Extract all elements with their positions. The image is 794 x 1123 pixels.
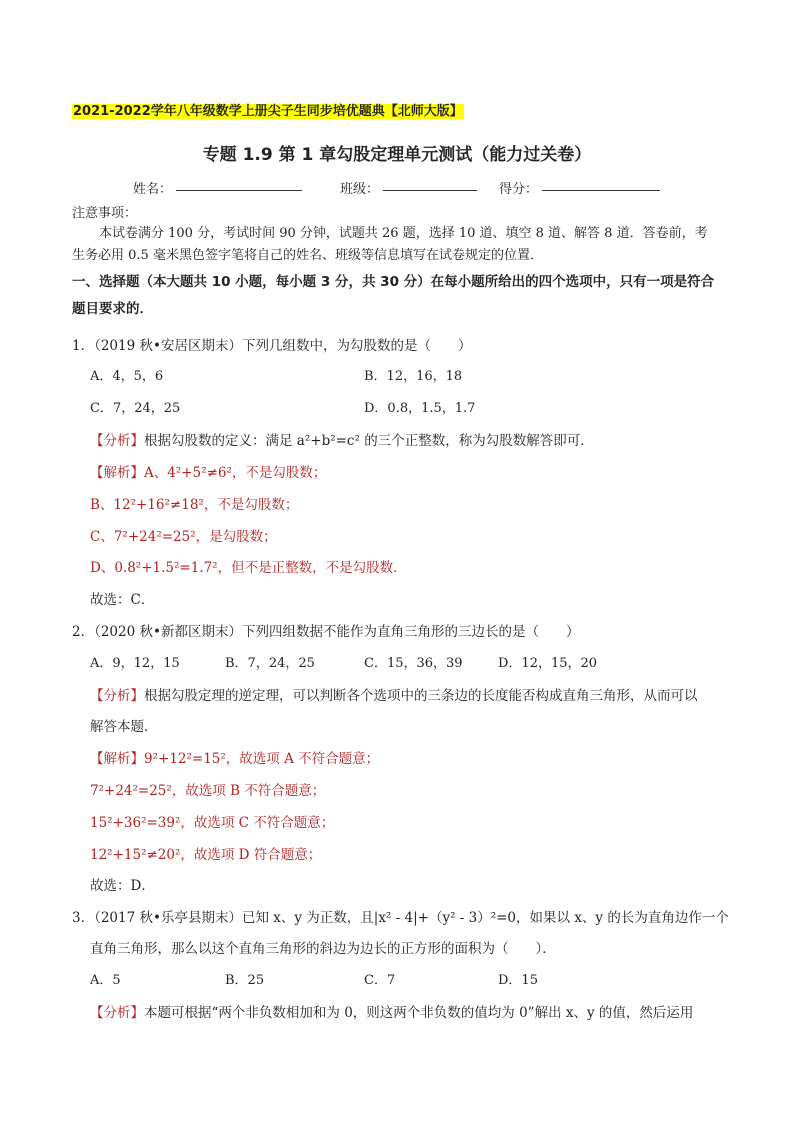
q1-option-c: C．7，24，25 [90,401,181,416]
q2-analysis-line-1 [90,687,698,705]
notes-line-1: 本试卷满分 100 分，考试时间 90 分钟，试题共 26 题，选择 10 道、填空 8 道、解答 8 道．答卷前，考 [99,226,708,241]
q2-solution-a [90,750,379,768]
q3-analysis-text: 本题可根据“两个非负数相加和为 0，则这两个非负数的值均为 0”解出 x、y 的值，然后运用 [144,1005,694,1021]
q3-stem-line-2: 直角三角形，那么以这个直角三角形的斜边为边长的正方形的面积为（ ）． [90,941,556,957]
q2-stem: 2．（2020 秋•新都区期末）下列四组数据不能作为直角三角形的三边长的是（ ） [72,624,580,640]
score-field[interactable] [542,190,660,191]
q1-option-a: A．4，5，6 [90,369,164,384]
analysis-tag: 【分析】 [90,688,144,704]
analysis-tag: 【分析】 [90,1005,144,1021]
q1-analysis [90,432,594,450]
q3-option-d: D．15 [498,973,538,988]
name-field[interactable] [176,190,302,191]
score-label: 得分： [499,182,539,197]
q2-analysis-text-1: 根据勾股定理的逆定理，可以判断各个选项中的三条边的长度能否构成直角三角形，从而可以 [144,688,698,704]
q1-solution-b: B、12²+16²≠18²，不是勾股数； [90,497,299,513]
q3-option-b: B．25 [225,973,265,988]
q1-solution-a [90,464,326,482]
section-heading-line-2: 题目要求的． [72,301,153,317]
name-label: 姓名： [133,182,173,197]
q2-option-c: C．15，36，39 [364,656,463,671]
q3-stem-line-1: 3．（2017 秋•乐亭县期末）已知 x、y 为正数，且|x² - 4|+（y² - 3）²=0，如果以 x、y 的长为直角边作一个 [72,910,729,926]
q2-analysis-line-2: 解答本题． [90,719,158,735]
banner [72,102,464,121]
solution-tag: 【解析】 [90,465,144,481]
q1-answer: 故选：C． [90,592,155,608]
page-title: 专题 1.9 第 1 章勾股定理单元测试（能力过关卷） [202,145,592,165]
class-label: 班级： [340,182,380,197]
class-field[interactable] [383,190,477,191]
banner-text: 2021-2022学年八年级数学上册尖子生同步培优题典【北师大版】 [73,104,463,119]
q1-option-b: B．12，16，18 [364,369,463,384]
notes-line-2: 生务必用 0.5 毫米黑色签字笔将自己的姓名、班级等信息填写在试卷规定的位置． [72,248,543,263]
q2-solution-a-text: 9²+12²=15²，故选项 A 不符合题意； [144,751,380,767]
q1-solution-d: D、0.8²+1.5²=1.7²，但不是正整数，不是勾股数． [90,560,407,576]
q2-option-b: B．7，24，25 [225,656,315,671]
q2-answer: 故选：D． [90,878,155,894]
q1-solution-a-text: A、4²+5²≠6²，不是勾股数； [144,465,327,481]
q2-solution-c: 15²+36²=39²，故选项 C 不符合题意； [90,815,335,831]
q1-analysis-text: 根据勾股数的定义：满足 a²+b²=c² 的三个正整数，称为勾股数解答即可． [144,433,594,449]
q2-option-a: A．9，12，15 [90,656,180,671]
q1-option-d: D．0.8，1.5，1.7 [364,401,476,416]
q2-solution-d: 12²+15²≠20²，故选项 D 符合题意； [90,847,322,863]
solution-tag: 【解析】 [90,751,144,767]
q1-solution-c: C、7²+24²=25²，是勾股数； [90,529,277,545]
q3-analysis [90,1004,693,1022]
notes-heading: 注意事项： [72,206,138,221]
analysis-tag: 【分析】 [90,433,144,449]
q2-option-d: D．12，15，20 [498,656,598,671]
q3-option-a: A．5 [90,973,121,988]
q3-option-c: C．7 [364,973,396,988]
q1-stem: 1．（2019 秋•安居区期末）下列几组数中，为勾股数的是（ ） [72,338,472,354]
q2-solution-b: 7²+24²=25²，故选项 B 不符合题意； [90,783,326,799]
section-heading-line-1: 一、选择题（本大题共 10 小题，每小题 3 分，共 30 分）在每小题所给出的四个选项中，只有一项是符合 [72,274,715,290]
